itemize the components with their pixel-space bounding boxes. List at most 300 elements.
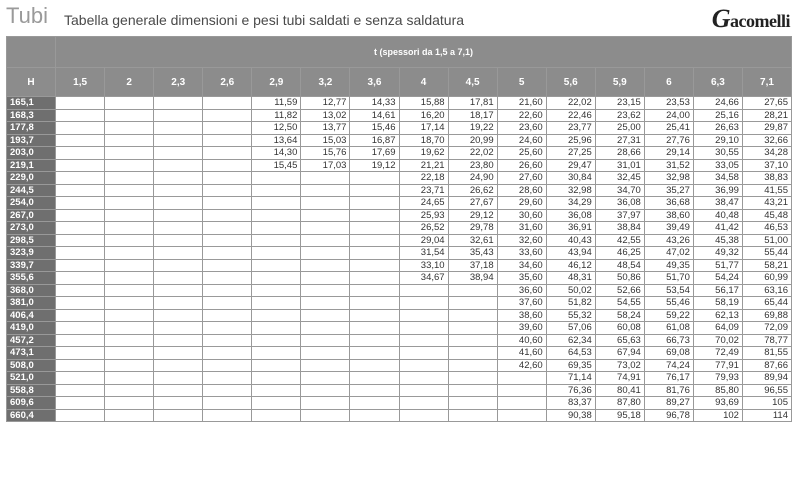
table-cell: 51,82 <box>546 297 595 310</box>
table-cell <box>301 209 350 222</box>
table-cell <box>105 172 154 185</box>
table-cell: 43,21 <box>742 197 791 210</box>
table-cell <box>301 184 350 197</box>
table-cell: 59,22 <box>644 309 693 322</box>
table-cell: 33,60 <box>497 247 546 260</box>
table-cell: 22,60 <box>497 109 546 122</box>
thickness-column-header: 2 <box>105 68 154 97</box>
table-cell: 65,63 <box>595 334 644 347</box>
table-cell: 32,45 <box>595 172 644 185</box>
table-cell <box>203 122 252 135</box>
table-cell: 34,70 <box>595 184 644 197</box>
h-column-header: H <box>7 68 56 97</box>
table-cell <box>203 372 252 385</box>
table-cell <box>56 272 105 285</box>
table-cell: 15,46 <box>350 122 399 135</box>
table-cell <box>56 284 105 297</box>
table-cell: 40,43 <box>546 234 595 247</box>
table-cell: 55,32 <box>546 309 595 322</box>
thickness-column-header: 5 <box>497 68 546 97</box>
table-row <box>7 109 792 122</box>
table-cell: 16,20 <box>399 109 448 122</box>
table-cell: 87,80 <box>595 397 644 410</box>
table-row <box>7 372 792 385</box>
table-cell <box>252 272 301 285</box>
table-cell <box>154 184 203 197</box>
table-cell <box>203 322 252 335</box>
table-cell: 71,14 <box>546 372 595 385</box>
table-cell <box>350 172 399 185</box>
table-cell <box>56 172 105 185</box>
thickness-column-header: 7,1 <box>742 68 791 97</box>
table-cell: 40,48 <box>693 209 742 222</box>
table-cell <box>350 209 399 222</box>
table-cell: 25,16 <box>693 109 742 122</box>
table-cell: 64,53 <box>546 347 595 360</box>
table-row <box>7 334 792 347</box>
table-cell: 43,26 <box>644 234 693 247</box>
table-cell <box>252 197 301 210</box>
table-cell <box>105 222 154 235</box>
table-cell: 36,08 <box>595 197 644 210</box>
table-cell <box>448 359 497 372</box>
table-cell <box>56 322 105 335</box>
table-cell <box>105 234 154 247</box>
table-cell: 46,53 <box>742 222 791 235</box>
table-cell <box>252 334 301 347</box>
table-cell <box>203 359 252 372</box>
table-cell <box>154 197 203 210</box>
table-cell <box>105 397 154 410</box>
row-h-value: 457,2 <box>7 334 56 347</box>
table-cell: 16,87 <box>350 134 399 147</box>
table-cell: 83,37 <box>546 397 595 410</box>
table-cell: 81,55 <box>742 347 791 360</box>
thickness-column-header: 4 <box>399 68 448 97</box>
table-cell: 13,02 <box>301 109 350 122</box>
table-cell: 50,02 <box>546 284 595 297</box>
table-cell <box>301 172 350 185</box>
table-cell: 42,55 <box>595 234 644 247</box>
table-row <box>7 272 792 285</box>
table-cell: 41,55 <box>742 184 791 197</box>
table-cell <box>448 309 497 322</box>
table-cell <box>105 159 154 172</box>
table-cell: 27,60 <box>497 172 546 185</box>
table-cell <box>301 234 350 247</box>
table-cell: 30,55 <box>693 147 742 160</box>
row-h-value: 193,7 <box>7 134 56 147</box>
thickness-column-header: 2,3 <box>154 68 203 97</box>
table-cell <box>154 372 203 385</box>
table-cell <box>350 397 399 410</box>
table-cell: 39,49 <box>644 222 693 235</box>
table-cell: 32,61 <box>448 234 497 247</box>
table-cell: 13,64 <box>252 134 301 147</box>
table-cell: 12,77 <box>301 97 350 110</box>
table-cell <box>252 372 301 385</box>
row-h-value: 508,0 <box>7 359 56 372</box>
table-cell: 81,76 <box>644 384 693 397</box>
table-cell: 36,68 <box>644 197 693 210</box>
table-cell <box>56 147 105 160</box>
table-cell: 89,94 <box>742 372 791 385</box>
table-cell: 35,43 <box>448 247 497 260</box>
table-cell: 32,98 <box>546 184 595 197</box>
table-cell <box>252 322 301 335</box>
table-cell <box>301 397 350 410</box>
table-row <box>7 297 792 310</box>
table-cell: 51,77 <box>693 259 742 272</box>
table-cell: 90,38 <box>546 409 595 422</box>
table-cell <box>154 284 203 297</box>
table-cell: 31,54 <box>399 247 448 260</box>
table-cell <box>154 347 203 360</box>
table-cell: 69,35 <box>546 359 595 372</box>
table-cell <box>56 347 105 360</box>
table-cell <box>105 97 154 110</box>
band-spacer <box>7 37 56 68</box>
table-cell <box>448 347 497 360</box>
table-cell <box>105 109 154 122</box>
table-cell: 23,60 <box>497 122 546 135</box>
table-row <box>7 397 792 410</box>
table-cell <box>301 259 350 272</box>
table-row <box>7 184 792 197</box>
table-cell: 23,53 <box>644 97 693 110</box>
table-cell: 37,97 <box>595 209 644 222</box>
thickness-column-header: 4,5 <box>448 68 497 97</box>
table-cell: 58,19 <box>693 297 742 310</box>
table-cell: 17,03 <box>301 159 350 172</box>
row-h-value: 339,7 <box>7 259 56 272</box>
table-cell: 19,22 <box>448 122 497 135</box>
table-cell <box>448 284 497 297</box>
table-row <box>7 284 792 297</box>
row-h-value: 368,0 <box>7 284 56 297</box>
table-cell: 95,18 <box>595 409 644 422</box>
table-cell: 51,70 <box>644 272 693 285</box>
table-cell: 65,44 <box>742 297 791 310</box>
table-cell: 60,99 <box>742 272 791 285</box>
table-cell: 26,62 <box>448 184 497 197</box>
table-cell: 15,88 <box>399 97 448 110</box>
table-cell: 76,17 <box>644 372 693 385</box>
table-cell <box>154 384 203 397</box>
row-h-value: 168,3 <box>7 109 56 122</box>
row-h-value: 419,0 <box>7 322 56 335</box>
table-row <box>7 147 792 160</box>
table-cell: 29,04 <box>399 234 448 247</box>
table-cell <box>56 409 105 422</box>
table-cell: 70,02 <box>693 334 742 347</box>
table-cell: 24,65 <box>399 197 448 210</box>
table-cell: 32,60 <box>497 234 546 247</box>
table-cell: 17,14 <box>399 122 448 135</box>
table-cell <box>56 372 105 385</box>
table-cell: 21,60 <box>497 97 546 110</box>
table-cell <box>105 409 154 422</box>
thickness-column-header: 3,6 <box>350 68 399 97</box>
table-cell <box>350 247 399 260</box>
table-cell: 36,99 <box>693 184 742 197</box>
table-cell <box>448 409 497 422</box>
table-cell: 34,60 <box>497 259 546 272</box>
table-cell <box>350 384 399 397</box>
table-cell: 47,02 <box>644 247 693 260</box>
table-cell <box>105 147 154 160</box>
table-cell: 48,54 <box>595 259 644 272</box>
table-cell: 23,71 <box>399 184 448 197</box>
table-cell <box>350 372 399 385</box>
table-cell: 37,18 <box>448 259 497 272</box>
table-cell <box>497 372 546 385</box>
table-cell: 69,08 <box>644 347 693 360</box>
table-cell <box>154 409 203 422</box>
table-cell <box>252 284 301 297</box>
table-cell: 114 <box>742 409 791 422</box>
table-cell <box>154 109 203 122</box>
table-cell <box>154 322 203 335</box>
table-cell: 22,02 <box>546 97 595 110</box>
table-cell <box>301 384 350 397</box>
table-cell <box>203 109 252 122</box>
table-row <box>7 359 792 372</box>
table-row <box>7 247 792 260</box>
table-cell: 18,17 <box>448 109 497 122</box>
row-h-value: 558,8 <box>7 384 56 397</box>
table-cell: 17,81 <box>448 97 497 110</box>
table-cell: 24,60 <box>497 134 546 147</box>
table-cell <box>56 109 105 122</box>
row-h-value: 298,5 <box>7 234 56 247</box>
thickness-column-header: 2,6 <box>203 68 252 97</box>
table-cell <box>301 347 350 360</box>
table-cell: 52,66 <box>595 284 644 297</box>
table-cell: 54,55 <box>595 297 644 310</box>
table-cell <box>399 372 448 385</box>
table-cell: 69,88 <box>742 309 791 322</box>
thickness-band-label: t (spessori da 1,5 a 7,1) <box>56 37 792 68</box>
table-cell <box>350 284 399 297</box>
table-cell <box>154 147 203 160</box>
row-h-value: 521,0 <box>7 372 56 385</box>
table-cell: 38,84 <box>595 222 644 235</box>
table-cell <box>203 334 252 347</box>
table-cell: 24,66 <box>693 97 742 110</box>
table-cell: 28,66 <box>595 147 644 160</box>
row-h-value: 323,9 <box>7 247 56 260</box>
table-cell: 33,10 <box>399 259 448 272</box>
table-cell <box>154 97 203 110</box>
table-cell: 29,87 <box>742 122 791 135</box>
table-cell <box>399 409 448 422</box>
table-cell <box>350 334 399 347</box>
table-cell <box>448 334 497 347</box>
table-cell <box>56 222 105 235</box>
table-cell: 58,24 <box>595 309 644 322</box>
table-cell <box>252 309 301 322</box>
table-cell: 29,47 <box>546 159 595 172</box>
table-cell <box>105 259 154 272</box>
table-cell <box>56 209 105 222</box>
table-cell: 25,96 <box>546 134 595 147</box>
table-cell <box>56 234 105 247</box>
row-h-value: 355,6 <box>7 272 56 285</box>
table-cell: 93,69 <box>693 397 742 410</box>
table-cell <box>350 184 399 197</box>
table-cell <box>350 322 399 335</box>
table-cell: 46,12 <box>546 259 595 272</box>
table-cell <box>399 347 448 360</box>
table-cell <box>203 397 252 410</box>
table-cell: 31,01 <box>595 159 644 172</box>
table-cell: 33,05 <box>693 159 742 172</box>
table-cell <box>56 97 105 110</box>
table-cell: 19,62 <box>399 147 448 160</box>
row-h-value: 244,5 <box>7 184 56 197</box>
table-cell: 35,60 <box>497 272 546 285</box>
table-cell: 42,60 <box>497 359 546 372</box>
table-cell: 58,21 <box>742 259 791 272</box>
table-cell: 48,31 <box>546 272 595 285</box>
table-cell: 27,31 <box>595 134 644 147</box>
table-cell: 14,30 <box>252 147 301 160</box>
row-h-value: 273,0 <box>7 222 56 235</box>
dimensions-table <box>6 36 792 422</box>
table-cell <box>154 122 203 135</box>
table-cell <box>448 384 497 397</box>
table-cell: 41,60 <box>497 347 546 360</box>
table-cell <box>154 222 203 235</box>
table-cell: 40,60 <box>497 334 546 347</box>
table-cell: 27,65 <box>742 97 791 110</box>
table-cell: 24,00 <box>644 109 693 122</box>
table-cell: 28,60 <box>497 184 546 197</box>
table-cell: 34,67 <box>399 272 448 285</box>
table-cell: 67,94 <box>595 347 644 360</box>
table-cell: 29,12 <box>448 209 497 222</box>
table-cell <box>252 222 301 235</box>
table-cell <box>350 359 399 372</box>
table-cell: 38,60 <box>644 209 693 222</box>
table-cell: 26,63 <box>693 122 742 135</box>
table-cell: 34,58 <box>693 172 742 185</box>
row-h-value: 381,0 <box>7 297 56 310</box>
table-cell <box>301 372 350 385</box>
table-cell <box>399 297 448 310</box>
table-cell <box>203 384 252 397</box>
table-row <box>7 172 792 185</box>
table-cell <box>252 347 301 360</box>
table-row <box>7 159 792 172</box>
table-cell: 14,33 <box>350 97 399 110</box>
table-cell <box>105 359 154 372</box>
table-cell: 53,54 <box>644 284 693 297</box>
table-cell <box>154 247 203 260</box>
table-cell: 30,84 <box>546 172 595 185</box>
table-cell <box>154 134 203 147</box>
table-cell <box>252 397 301 410</box>
table-cell <box>350 259 399 272</box>
table-cell <box>203 97 252 110</box>
table-cell <box>252 409 301 422</box>
table-cell <box>154 234 203 247</box>
table-cell <box>252 184 301 197</box>
table-cell: 23,62 <box>595 109 644 122</box>
table-cell <box>203 197 252 210</box>
row-h-value: 254,0 <box>7 197 56 210</box>
table-cell <box>56 197 105 210</box>
table-cell: 45,48 <box>742 209 791 222</box>
table-cell: 23,77 <box>546 122 595 135</box>
table-row <box>7 409 792 422</box>
table-cell: 15,03 <box>301 134 350 147</box>
table-cell: 56,17 <box>693 284 742 297</box>
table-cell: 29,60 <box>497 197 546 210</box>
table-cell <box>56 259 105 272</box>
table-cell: 21,21 <box>399 159 448 172</box>
table-cell: 32,66 <box>742 134 791 147</box>
table-cell <box>301 197 350 210</box>
table-cell <box>203 147 252 160</box>
table-row <box>7 197 792 210</box>
table-cell <box>399 322 448 335</box>
thickness-column-header: 6 <box>644 68 693 97</box>
table-cell <box>399 384 448 397</box>
table-cell <box>105 184 154 197</box>
table-cell: 26,60 <box>497 159 546 172</box>
table-cell <box>301 322 350 335</box>
table-cell <box>497 409 546 422</box>
table-cell <box>203 134 252 147</box>
table-cell: 30,60 <box>497 209 546 222</box>
table-cell <box>56 359 105 372</box>
table-cell <box>252 234 301 247</box>
table-cell <box>301 359 350 372</box>
table-row <box>7 222 792 235</box>
table-cell: 77,91 <box>693 359 742 372</box>
table-cell <box>56 384 105 397</box>
table-cell <box>252 359 301 372</box>
row-h-value: 229,0 <box>7 172 56 185</box>
table-cell: 54,24 <box>693 272 742 285</box>
table-cell <box>203 259 252 272</box>
table-cell: 39,60 <box>497 322 546 335</box>
table-cell: 57,06 <box>546 322 595 335</box>
table-cell: 25,00 <box>595 122 644 135</box>
table-cell <box>154 172 203 185</box>
table-cell <box>105 297 154 310</box>
table-cell <box>448 397 497 410</box>
table-cell <box>105 284 154 297</box>
table-cell <box>154 209 203 222</box>
table-cell: 22,02 <box>448 147 497 160</box>
table-cell: 43,94 <box>546 247 595 260</box>
table-cell <box>203 409 252 422</box>
table-cell <box>399 284 448 297</box>
table-cell: 45,38 <box>693 234 742 247</box>
table-cell: 25,41 <box>644 122 693 135</box>
table-cell: 36,08 <box>546 209 595 222</box>
table-cell: 55,46 <box>644 297 693 310</box>
table-cell: 15,45 <box>252 159 301 172</box>
table-cell: 41,42 <box>693 222 742 235</box>
table-cell: 49,32 <box>693 247 742 260</box>
row-h-value: 660,4 <box>7 409 56 422</box>
table-cell: 66,73 <box>644 334 693 347</box>
table-cell <box>497 384 546 397</box>
